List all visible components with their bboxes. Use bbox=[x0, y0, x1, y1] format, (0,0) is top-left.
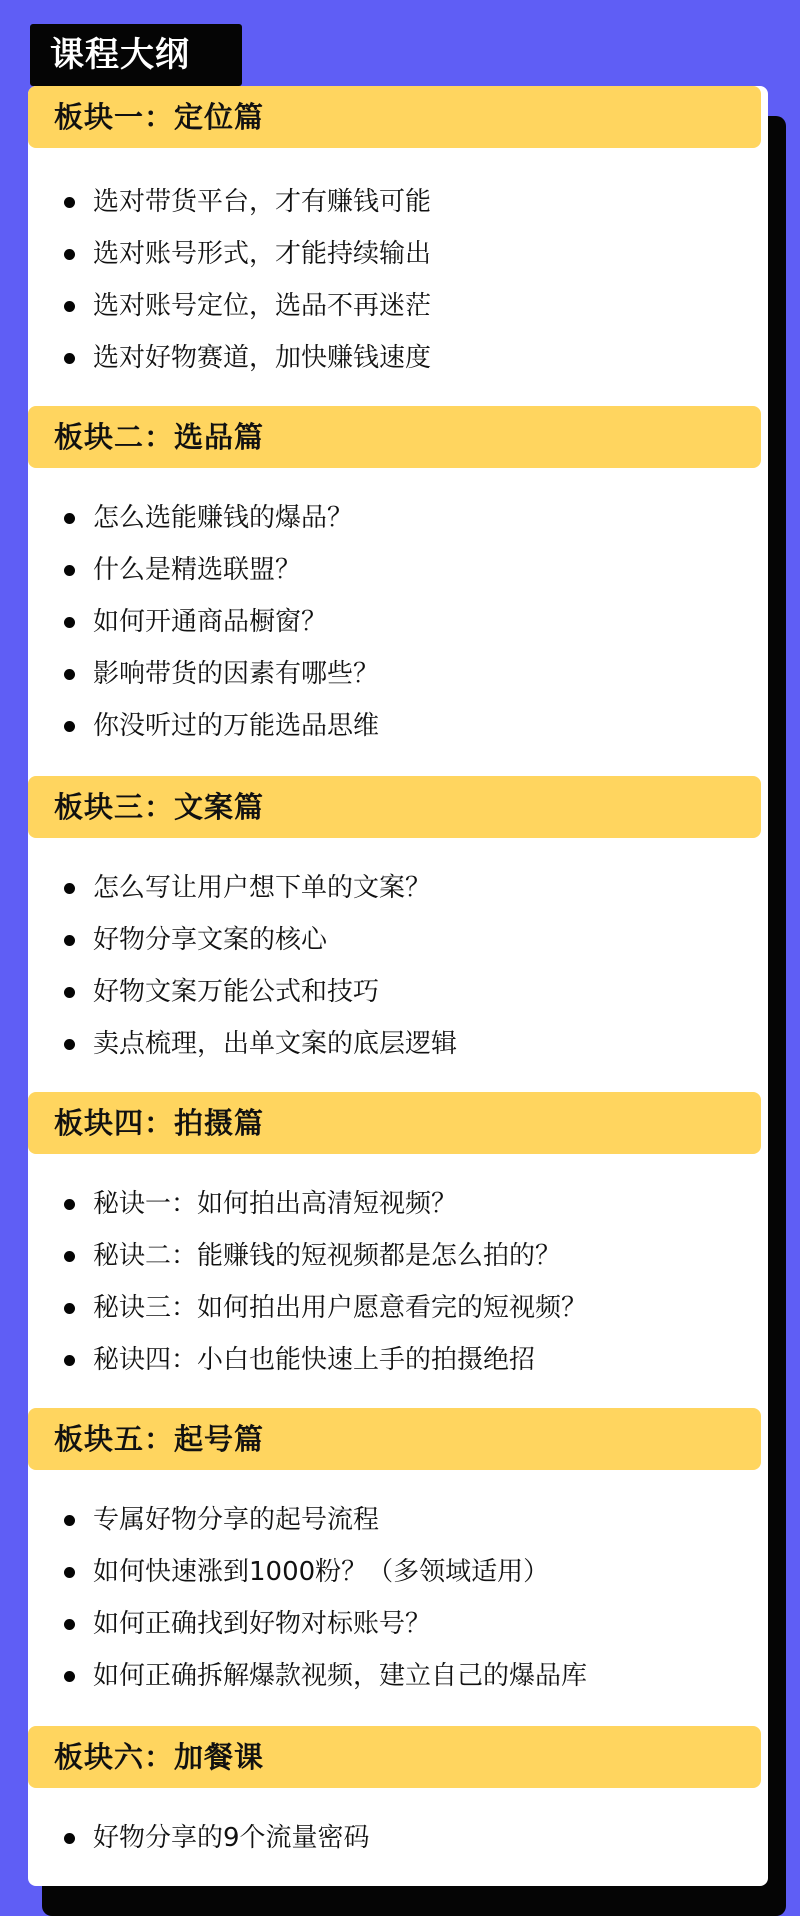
bullet-dot-icon bbox=[64, 1039, 75, 1050]
list-item bbox=[28, 1598, 768, 1650]
section-list bbox=[28, 1788, 768, 1864]
bullet-dot-icon bbox=[64, 883, 75, 894]
section-filming bbox=[28, 1092, 768, 1386]
bullet-dot-icon bbox=[64, 669, 75, 680]
list-item-text: 如何正确拆解爆款视频，建立自己的爆品库 bbox=[93, 1661, 588, 1691]
list-item bbox=[28, 492, 768, 544]
section-list bbox=[28, 148, 768, 384]
list-item bbox=[28, 1334, 768, 1386]
section-header: 板块一：定位篇 bbox=[28, 86, 761, 148]
list-item-text: 影响带货的因素有哪些？ bbox=[93, 659, 380, 689]
bullet-dot-icon bbox=[64, 1833, 75, 1844]
bullet-dot-icon bbox=[64, 1199, 75, 1210]
list-item bbox=[28, 862, 768, 914]
bullet-dot-icon bbox=[64, 1567, 75, 1578]
list-item-text: 选对账号定位，选品不再迷茫 bbox=[93, 291, 432, 321]
list-item bbox=[28, 1546, 768, 1598]
list-item-text: 秘诀四：小白也能快速上手的拍摄绝招 bbox=[93, 1345, 536, 1375]
list-item bbox=[28, 1178, 768, 1230]
section-list bbox=[28, 1470, 768, 1702]
list-item-text: 如何开通商品橱窗？ bbox=[93, 607, 328, 637]
section-list bbox=[28, 838, 768, 1070]
list-item-text: 选对带货平台，才有赚钱可能 bbox=[93, 187, 432, 217]
bullet-dot-icon bbox=[64, 565, 75, 576]
bullet-dot-icon bbox=[64, 617, 75, 628]
list-item-text: 什么是精选联盟？ bbox=[93, 555, 302, 585]
bullet-dot-icon bbox=[64, 987, 75, 998]
list-item-text: 选对账号形式，才能持续输出 bbox=[93, 239, 432, 269]
section-list bbox=[28, 1154, 768, 1386]
list-item-text: 卖点梳理，出单文案的底层逻辑 bbox=[93, 1029, 458, 1059]
list-item bbox=[28, 544, 768, 596]
list-item bbox=[28, 1230, 768, 1282]
list-item bbox=[28, 966, 768, 1018]
section-header: 板块二：选品篇 bbox=[28, 406, 761, 468]
section-copywriting bbox=[28, 776, 768, 1070]
bullet-dot-icon bbox=[64, 1355, 75, 1366]
list-item bbox=[28, 332, 768, 384]
list-item-text: 怎么写让用户想下单的文案？ bbox=[93, 873, 432, 903]
list-item bbox=[28, 1494, 768, 1546]
list-item bbox=[28, 228, 768, 280]
list-item bbox=[28, 700, 768, 752]
section-positioning bbox=[28, 86, 768, 384]
list-item-text: 秘诀三：如何拍出用户愿意看完的短视频？ bbox=[93, 1293, 588, 1323]
section-header: 板块三：文案篇 bbox=[28, 776, 761, 838]
list-item bbox=[28, 1650, 768, 1702]
section-header: 板块六：加餐课 bbox=[28, 1726, 761, 1788]
list-item-text: 好物分享文案的核心 bbox=[93, 925, 328, 955]
section-bonus bbox=[28, 1726, 768, 1864]
list-item bbox=[28, 648, 768, 700]
list-item-text: 好物文案万能公式和技巧 bbox=[93, 977, 380, 1007]
list-item-text: 怎么选能赚钱的爆品？ bbox=[93, 503, 354, 533]
bullet-dot-icon bbox=[64, 353, 75, 364]
list-item-text: 如何正确找到好物对标账号？ bbox=[93, 1609, 432, 1639]
bullet-dot-icon bbox=[64, 249, 75, 260]
bullet-dot-icon bbox=[64, 721, 75, 732]
list-item bbox=[28, 1018, 768, 1070]
section-account-launch bbox=[28, 1408, 768, 1702]
bullet-dot-icon bbox=[64, 513, 75, 524]
section-product-selection bbox=[28, 406, 768, 752]
list-item bbox=[28, 280, 768, 332]
bullet-dot-icon bbox=[64, 1619, 75, 1630]
bullet-dot-icon bbox=[64, 1251, 75, 1262]
list-item bbox=[28, 1812, 768, 1864]
list-item-text: 好物分享的9个流量密码 bbox=[93, 1823, 370, 1853]
section-header: 板块五：起号篇 bbox=[28, 1408, 761, 1470]
list-item bbox=[28, 596, 768, 648]
page-title: 课程大纲 bbox=[30, 24, 242, 86]
bullet-dot-icon bbox=[64, 1515, 75, 1526]
list-item bbox=[28, 1282, 768, 1334]
list-item-text: 秘诀一：如何拍出高清短视频？ bbox=[93, 1189, 458, 1219]
list-item-text: 秘诀二：能赚钱的短视频都是怎么拍的？ bbox=[93, 1241, 562, 1271]
bullet-dot-icon bbox=[64, 197, 75, 208]
list-item-text: 你没听过的万能选品思维 bbox=[93, 711, 380, 741]
content-card bbox=[28, 86, 768, 1886]
section-list bbox=[28, 468, 768, 752]
list-item-text: 如何快速涨到1000粉？（多领域适用） bbox=[93, 1557, 550, 1587]
list-item bbox=[28, 176, 768, 228]
list-item-text: 选对好物赛道，加快赚钱速度 bbox=[93, 343, 432, 373]
list-item-text: 专属好物分享的起号流程 bbox=[93, 1505, 380, 1535]
section-header: 板块四：拍摄篇 bbox=[28, 1092, 761, 1154]
list-item bbox=[28, 914, 768, 966]
bullet-dot-icon bbox=[64, 301, 75, 312]
bullet-dot-icon bbox=[64, 1671, 75, 1682]
bullet-dot-icon bbox=[64, 1303, 75, 1314]
bullet-dot-icon bbox=[64, 935, 75, 946]
